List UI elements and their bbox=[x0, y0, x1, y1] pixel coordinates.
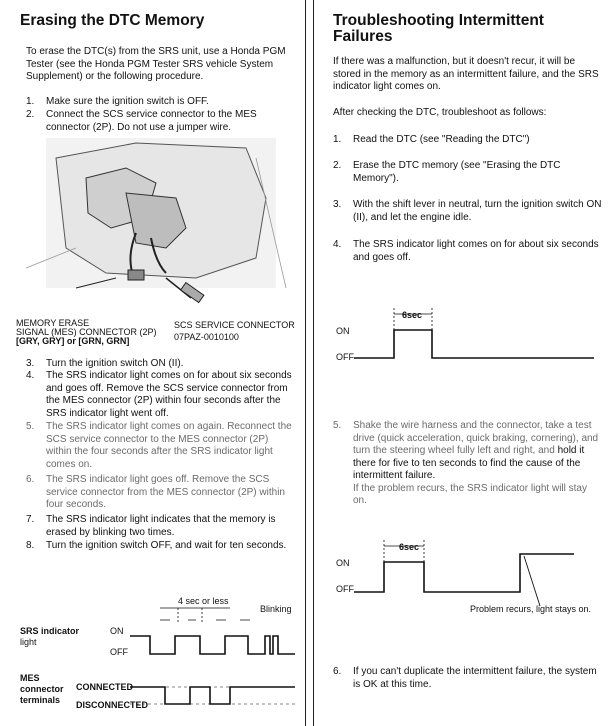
connector-illustration bbox=[16, 138, 296, 313]
four-sec-label: 4 sec or less bbox=[178, 596, 229, 606]
srs-indicator-label-1: SRS indicator bbox=[20, 626, 80, 636]
mes-terminal-label-3: terminals bbox=[20, 695, 61, 705]
right-column: Troubleshooting Intermittent Failures If there was a malfunction, but it doesn't recur, it will be stored in the memory as an intermittent failure, and the SRS indicator light comes on. After checking the DTC, troubleshoot as follows: 1. Read the DTC (see "Reading the DTC") 2. Erase the DTC memory (see "Erasing the DTC Memory"). 3. With the shift lever in neutral, turn the ignition switch ON (II), and let the engine idle. 4. The SRS indicator light comes on for about six seconds and goes off. ON OFF 6sec 5. Shake the wire harness and the connector, take a test drive (quick acceleration, quick braking, cornering), and turn the steering wheel fully left and right, and hold it there for five to ten seconds to find the cause of the intermittent failure. If the problem recurs, the SRS indicator light will stay on. ON OFF 6sec Problem recurs, light stays on. 6. If you can't duplicate the intermittent failure, the system is OK at this time. bbox=[313, 0, 612, 726]
left-column: Erasing the DTC Memory To erase the DTC(s) from the SRS unit, use a Honda PGM Tester (see the Honda PGM Tester SRS vehicle System Supplement) or the following procedure. 1. Make sure the ignition switch is OFF. 2. Connect the SCS service connector to the MES connector (2P). Do not use a jumper wire. MEMORY ERASE SIGNAL (MES) CONNECTOR (2P) [GRY, GRY] or [GRN, GRN] SCS SERVICE CONNECTOR 07PAZ-0010100 3. Turn the ignition switch ON (II). 4. The SRS indicator light comes on for about six seconds and goes off. Remove the SCS service connector from the MES connector (2P) within four seconds after the SRS indicator light went off. 5. The SRS indicator light comes on again. Reconnect the SCS service connector to the MES connector (2P) within the four seconds after the SRS indicator light comes on. 6. The SRS indicator light goes off. Remove the SCS service connector from the MES connector (2P) within four seconds. 7. The SRS indicator light indicates that the memory is erased by blinking two times. 8. Turn the ignition switch OFF, and wait for ten seconds. 4 sec or less Blinking SRS indicator light ON OFF MES connector terminals CONNECTED DISCONNECTED bbox=[0, 0, 306, 726]
srs-indicator-label-2: light bbox=[20, 637, 37, 647]
chart2-off-label: OFF bbox=[336, 584, 354, 594]
srs-on-label: ON bbox=[110, 626, 124, 636]
chart1-on-label: ON bbox=[336, 326, 350, 336]
mes-connector-label-3: [GRY, GRY] or [GRN, GRN] bbox=[16, 336, 130, 346]
intermittent-title-2: Failures bbox=[333, 28, 393, 45]
erase-timing-diagram bbox=[130, 592, 300, 717]
erase-intro: To erase the DTC(s) from the SRS unit, use a Honda PGM Tester (see the Honda PGM Tester SRS vehicle System Supplement) or the following procedure. bbox=[26, 46, 286, 82]
intermittent-title-1: Troubleshooting Intermittent bbox=[333, 12, 544, 29]
srs-off-label: OFF bbox=[110, 647, 128, 657]
problem-recurs-note: Problem recurs, light stays on. bbox=[470, 604, 592, 614]
chart1-timing-diagram bbox=[354, 300, 604, 370]
scs-connector-label-2: 07PAZ-0010100 bbox=[174, 332, 239, 342]
mes-terminal-label-2: connector bbox=[20, 684, 64, 694]
after-check-text: After checking the DTC, troubleshoot as follows: bbox=[333, 107, 547, 118]
mes-connector-label-2: SIGNAL (MES) CONNECTOR (2P) bbox=[16, 327, 157, 337]
disconnected-label: DISCONNECTED bbox=[76, 700, 149, 710]
chart2-6sec-label: 6sec bbox=[399, 542, 420, 552]
chart1-6sec-label: 6sec bbox=[402, 310, 423, 320]
blinking-label: Blinking bbox=[260, 604, 292, 614]
intermittent-intro: If there was a malfunction, but it doesn't recur, it will be stored in the memory as an intermittent failure, and the SRS indicator light comes on. bbox=[333, 56, 599, 92]
erase-dtc-title: Erasing the DTC Memory bbox=[20, 12, 205, 29]
mes-terminal-label-1: MES bbox=[20, 673, 40, 683]
chart2-timing-diagram bbox=[354, 532, 604, 612]
chart1-off-label: OFF bbox=[336, 352, 354, 362]
connected-label: CONNECTED bbox=[76, 682, 134, 692]
scs-connector-label-1: SCS SERVICE CONNECTOR bbox=[174, 320, 295, 330]
mes-connector-label-1: MEMORY ERASE bbox=[16, 318, 90, 328]
chart2-on-label: ON bbox=[336, 558, 350, 568]
